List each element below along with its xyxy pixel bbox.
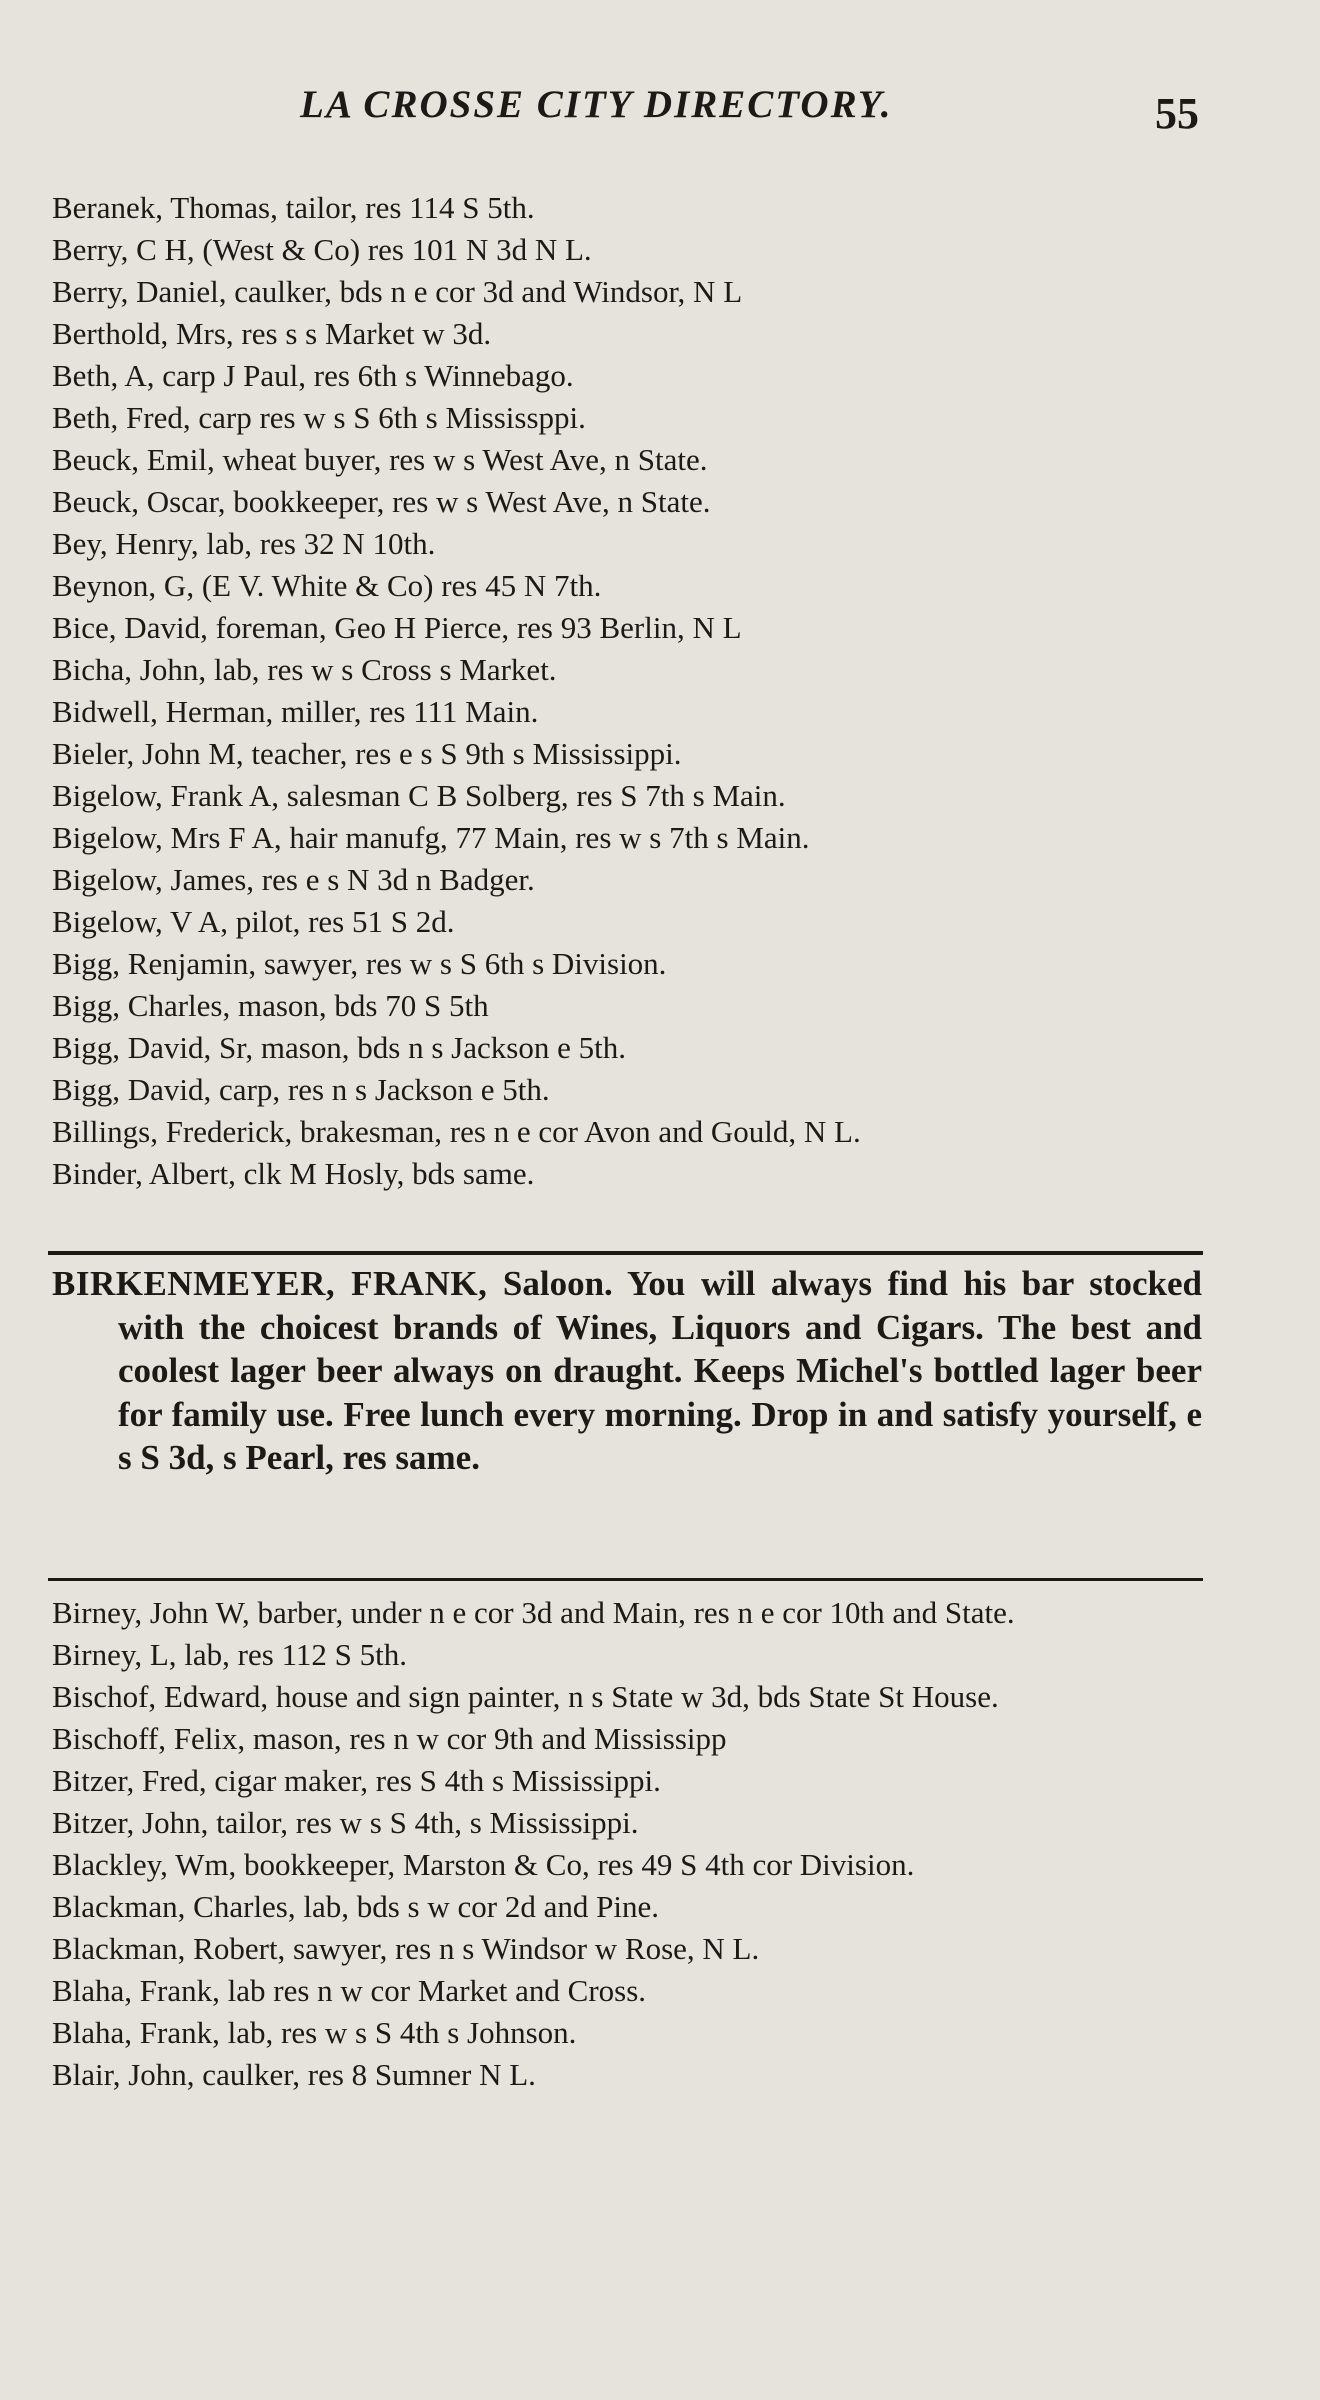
directory-entry: Bigg, Renjamin, sawyer, res w s S 6th s Division. (52, 946, 667, 981)
directory-entry: Bigg, Charles, mason, bds 70 S 5th (52, 988, 489, 1023)
directory-entry: Bigelow, V A, pilot, res 51 S 2d. (52, 904, 455, 939)
directory-entry: Blackman, Robert, sawyer, res n s Windsor w Rose, N L. (52, 1931, 760, 1966)
directory-entry: Bigelow, James, res e s N 3d n Badger. (52, 862, 535, 897)
advertisement-bottom-rule (48, 1578, 1203, 1581)
advertisement-text: Saloon. You will always find his bar stocked with the choicest brands of Wines, Liquors and Cigars. The best and coolest lager beer always on draught. Keeps Michel's bottled lager beer for family use. Free lunch every morning. Drop in and satisfy yourself, e s S 3d, s Pearl, res same. (118, 1264, 1202, 1477)
directory-entry: Blackman, Charles, lab, bds s w cor 2d and Pine. (52, 1889, 659, 1924)
advertisement (52, 1262, 1202, 1480)
directory-entry: Birney, L, lab, res 112 S 5th. (52, 1637, 408, 1672)
directory-entry: Bigelow, Frank A, salesman C B Solberg, res S 7th s Main. (52, 778, 786, 813)
page-header (0, 82, 1320, 142)
page-number: 55 (1155, 89, 1199, 138)
directory-entry: Bey, Henry, lab, res 32 N 10th. (52, 526, 436, 561)
directory-entry: Blaha, Frank, lab, res w s S 4th s Johnson. (52, 2015, 577, 2050)
advertisement-top-rule (48, 1251, 1203, 1255)
directory-entry: Bidwell, Herman, miller, res 111 Main. (52, 694, 539, 729)
running-title: LA CROSSE CITY DIRECTORY. (300, 83, 893, 126)
directory-entry: Blaha, Frank, lab res n w cor Market and Cross. (52, 1973, 647, 2008)
directory-entry: Bicha, John, lab, res w s Cross s Market. (52, 652, 557, 687)
directory-entry: Beuck, Oscar, bookkeeper, res w s West Ave, n State. (52, 484, 711, 519)
directory-entry: Beth, Fred, carp res w s S 6th s Mississppi. (52, 400, 586, 435)
directory-entry: Birney, John W, barber, under n e cor 3d and Main, res n e cor 10th and State. (52, 1595, 1015, 1630)
directory-entry: Bieler, John M, teacher, res e s S 9th s Mississippi. (52, 736, 682, 771)
directory-entry: Bischoff, Felix, mason, res n w cor 9th and Mississipp (52, 1721, 727, 1756)
directory-entry: Bitzer, John, tailor, res w s S 4th, s Mississippi. (52, 1805, 639, 1840)
directory-entry: Bischof, Edward, house and sign painter, n s State w 3d, bds State St House. (52, 1679, 999, 1714)
directory-entry: Binder, Albert, clk M Hosly, bds same. (52, 1156, 535, 1191)
directory-entry: Blackley, Wm, bookkeeper, Marston & Co, res 49 S 4th cor Division. (52, 1847, 915, 1882)
directory-entry: Beth, A, carp J Paul, res 6th s Winnebago. (52, 358, 574, 393)
directory-entries-top (52, 187, 1202, 1195)
directory-entry: Bigg, David, Sr, mason, bds n s Jackson e 5th. (52, 1030, 626, 1065)
directory-entry: Beranek, Thomas, tailor, res 114 S 5th. (52, 190, 535, 225)
directory-entry: Bigelow, Mrs F A, hair manufg, 77 Main, res w s 7th s Main. (52, 820, 810, 855)
advertiser-name: BIRKENMEYER, FRANK, (52, 1264, 488, 1303)
directory-entry: Berthold, Mrs, res s s Market w 3d. (52, 316, 492, 351)
directory-entry: Bitzer, Fred, cigar maker, res S 4th s Mississippi. (52, 1763, 661, 1798)
directory-entry: Berry, Daniel, caulker, bds n e cor 3d and Windsor, N L (52, 274, 743, 309)
directory-entry: Berry, C H, (West & Co) res 101 N 3d N L. (52, 232, 592, 267)
directory-entries-bottom (52, 1592, 1202, 2096)
directory-entry: Beuck, Emil, wheat buyer, res w s West Ave, n State. (52, 442, 708, 477)
directory-entry: Blair, John, caulker, res 8 Sumner N L. (52, 2057, 536, 2092)
directory-entry: Bice, David, foreman, Geo H Pierce, res 93 Berlin, N L (52, 610, 742, 645)
directory-entry: Beynon, G, (E V. White & Co) res 45 N 7th. (52, 568, 602, 603)
directory-entry: Billings, Frederick, brakesman, res n e cor Avon and Gould, N L. (52, 1114, 861, 1149)
directory-entry: Bigg, David, carp, res n s Jackson e 5th. (52, 1072, 550, 1107)
